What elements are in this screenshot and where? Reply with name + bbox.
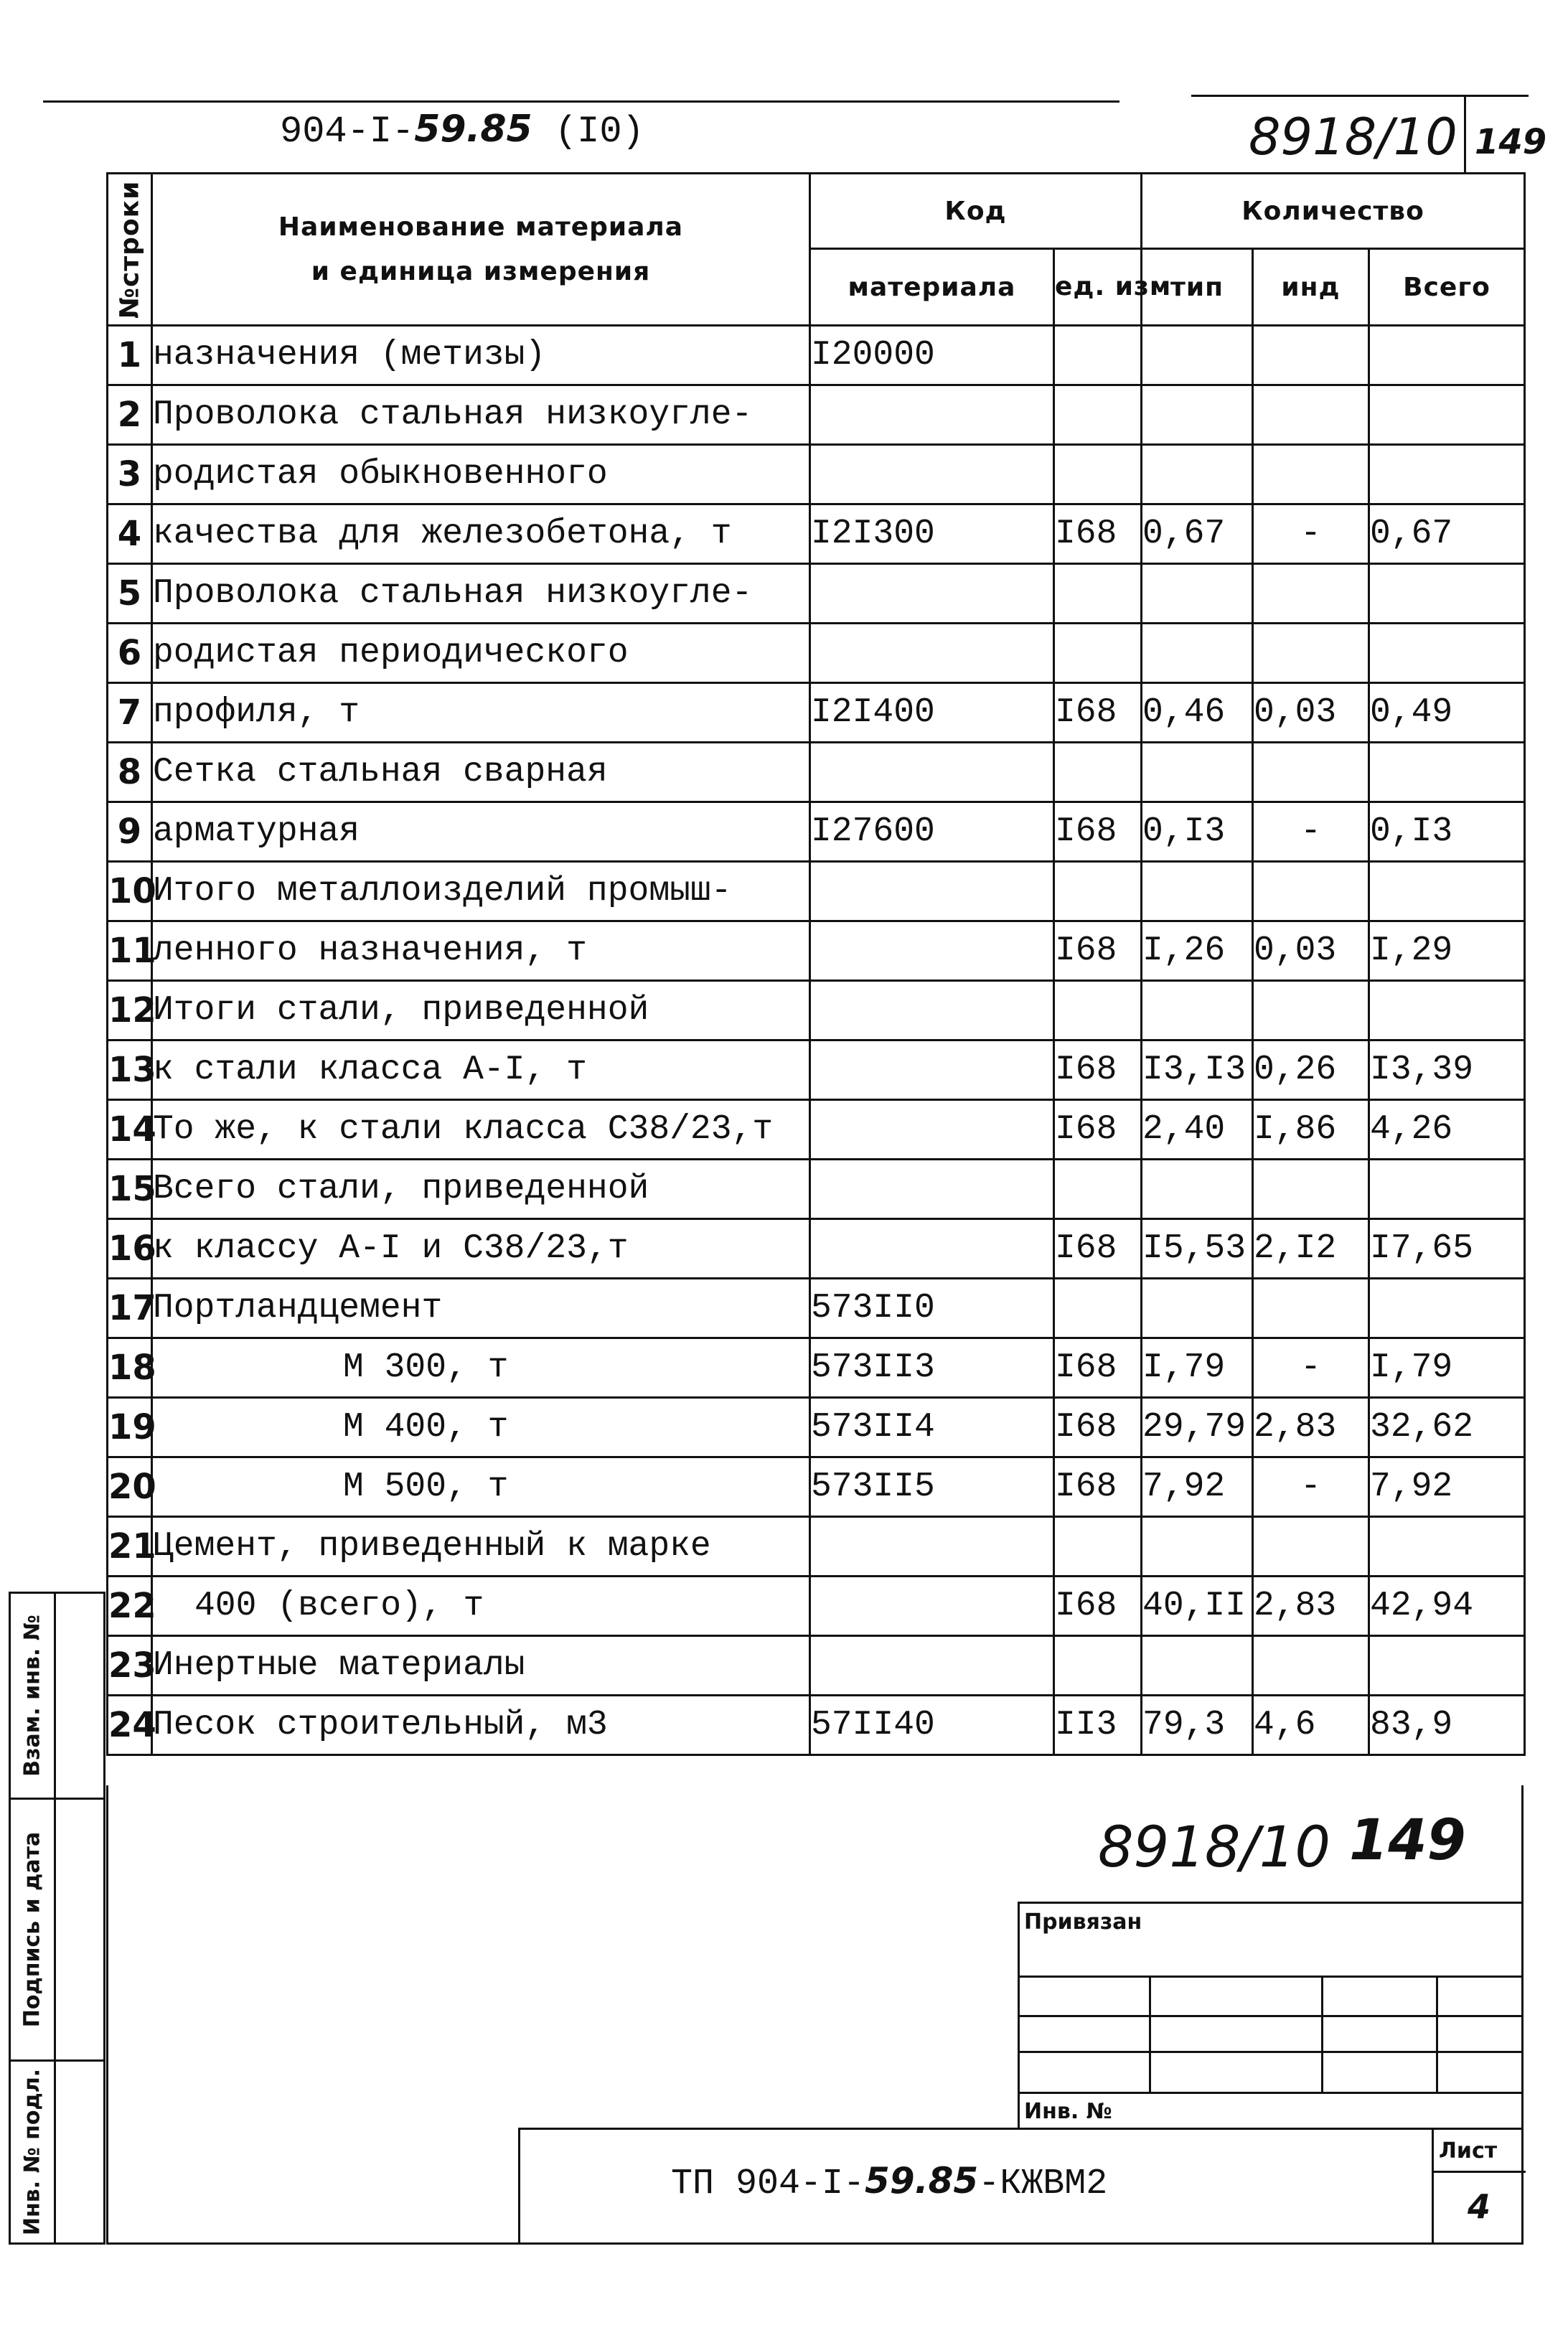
unit-cell <box>1054 1279 1142 1338</box>
table-row <box>108 1160 1525 1219</box>
row-number-cell: 24 <box>108 1696 152 1755</box>
material-code-cell: I20000 <box>810 326 1054 385</box>
binding-block <box>1018 1902 1524 2130</box>
material-name-cell: к стали класса А-I, т <box>152 1040 810 1100</box>
row-number-cell: 21 <box>108 1517 152 1577</box>
material-code-cell: I2I400 <box>810 683 1054 743</box>
material-code-cell <box>810 445 1054 504</box>
typ-cell: 29,79 <box>1142 1398 1253 1457</box>
total-cell <box>1369 743 1525 802</box>
material-name-cell: Проволока стальная низкоугле- <box>152 564 810 624</box>
ind-cell <box>1253 1636 1369 1696</box>
row-number-cell: 15 <box>108 1160 152 1219</box>
binding-hline-3 <box>1020 2051 1521 2053</box>
top-rule-right <box>1191 95 1529 97</box>
series-suffix: (I0) <box>554 111 644 153</box>
sheet-number-top: 149 <box>1475 122 1547 162</box>
table-row <box>108 1577 1525 1636</box>
unit-cell: I68 <box>1054 683 1142 743</box>
unit-cell <box>1054 326 1142 385</box>
table-row <box>108 1457 1525 1517</box>
inventory-number: 8918/10 <box>1249 108 1457 166</box>
total-cell: I,79 <box>1369 1338 1525 1398</box>
ind-cell <box>1253 385 1369 445</box>
doc-prefix: ТП 904-I- <box>671 2164 865 2204</box>
unit-header: ед. изм <box>1054 249 1142 326</box>
binding-vline-3 <box>1436 1976 1438 2092</box>
typ-cell: 79,3 <box>1142 1696 1253 1755</box>
total-cell: I3,39 <box>1369 1040 1525 1100</box>
row-number-cell: 11 <box>108 921 152 981</box>
table-row <box>108 1517 1525 1577</box>
material-name-cell: Всего стали, приведенной <box>152 1160 810 1219</box>
total-cell <box>1369 624 1525 683</box>
row-number-cell: 22 <box>108 1577 152 1636</box>
table-row <box>108 862 1525 921</box>
ind-cell <box>1253 326 1369 385</box>
typ-cell: I3,I3 <box>1142 1040 1253 1100</box>
material-code-cell <box>810 921 1054 981</box>
total-cell <box>1369 1517 1525 1577</box>
ind-cell <box>1253 743 1369 802</box>
ind-cell <box>1253 981 1369 1040</box>
table-row <box>108 1219 1525 1279</box>
quantity-group-header: Количество <box>1142 174 1525 249</box>
material-code-cell: 573II4 <box>810 1398 1054 1457</box>
unit-cell: II3 <box>1054 1696 1142 1755</box>
binding-vline-2 <box>1321 1976 1323 2092</box>
ind-cell: 0,03 <box>1253 921 1369 981</box>
unit-cell: I68 <box>1054 1338 1142 1398</box>
unit-cell <box>1054 1160 1142 1219</box>
podpis-data-label: Подпись и дата <box>19 1831 45 2028</box>
typ-cell <box>1142 1517 1253 1577</box>
margin-vzam-inv <box>9 1592 105 1800</box>
table-row <box>108 802 1525 862</box>
top-rule <box>43 100 1119 103</box>
material-name-header-line2: и единица измерения <box>311 256 651 286</box>
material-code-header: материала <box>810 249 1054 326</box>
series-prefix: 904-I- <box>280 111 415 153</box>
row-number-cell: 18 <box>108 1338 152 1398</box>
sheet-box-left <box>1464 95 1466 172</box>
unit-cell <box>1054 445 1142 504</box>
total-cell <box>1369 862 1525 921</box>
binding-hline-2 <box>1020 2015 1521 2017</box>
table-row <box>108 1040 1525 1100</box>
total-cell: I7,65 <box>1369 1219 1525 1279</box>
row-number-cell: 1 <box>108 326 152 385</box>
vzam-inv-label: Взам. инв. № <box>19 1615 45 1777</box>
material-code-cell <box>810 1517 1054 1577</box>
table-row <box>108 1398 1525 1457</box>
doc-suffix: -КЖВМ2 <box>978 2164 1108 2204</box>
unit-cell: I68 <box>1054 802 1142 862</box>
ind-cell: I,86 <box>1253 1100 1369 1160</box>
total-cell: 0,67 <box>1369 504 1525 564</box>
ind-cell: 0,26 <box>1253 1040 1369 1100</box>
material-code-cell: 57II40 <box>810 1696 1054 1755</box>
total-header: Всего <box>1369 249 1525 326</box>
unit-cell: I68 <box>1054 1398 1142 1457</box>
material-name-cell: ленного назначения, т <box>152 921 810 981</box>
code-group-header: Код <box>810 174 1142 249</box>
table-row <box>108 1696 1525 1755</box>
row-number-cell: 13 <box>108 1040 152 1100</box>
material-name-cell: Портландцемент <box>152 1279 810 1338</box>
material-code-cell: 573II0 <box>810 1279 1054 1338</box>
total-cell <box>1369 385 1525 445</box>
total-cell: 0,I3 <box>1369 802 1525 862</box>
unit-cell: I68 <box>1054 1577 1142 1636</box>
unit-cell: I68 <box>1054 921 1142 981</box>
list-label: Лист <box>1439 2138 1498 2164</box>
binding-vline-1 <box>1149 1976 1151 2092</box>
ind-cell <box>1253 1279 1369 1338</box>
typ-cell: I,26 <box>1142 921 1253 981</box>
material-name-cell: родистая периодического <box>152 624 810 683</box>
table-row <box>108 1338 1525 1398</box>
table-row <box>108 921 1525 981</box>
unit-cell: I68 <box>1054 504 1142 564</box>
margin-podpis <box>9 1798 105 2062</box>
binding-hline-4 <box>1020 2092 1521 2094</box>
material-code-cell <box>810 385 1054 445</box>
total-cell: 42,94 <box>1369 1577 1525 1636</box>
row-number-cell: 5 <box>108 564 152 624</box>
total-cell: 83,9 <box>1369 1696 1525 1755</box>
typ-cell: 0,46 <box>1142 683 1253 743</box>
table-row <box>108 1636 1525 1696</box>
ind-cell: - <box>1253 1457 1369 1517</box>
table-row <box>108 1279 1525 1338</box>
material-code-cell <box>810 743 1054 802</box>
typ-cell <box>1142 981 1253 1040</box>
material-code-cell: 573II3 <box>810 1338 1054 1398</box>
privyazan-label: Привязан <box>1024 1909 1142 1935</box>
row-number-cell: 14 <box>108 1100 152 1160</box>
total-cell: 7,92 <box>1369 1457 1525 1517</box>
material-name-cell: Итоги стали, приведенной <box>152 981 810 1040</box>
total-cell: 4,26 <box>1369 1100 1525 1160</box>
row-number-cell: 7 <box>108 683 152 743</box>
typ-cell <box>1142 624 1253 683</box>
typ-cell: I,79 <box>1142 1338 1253 1398</box>
total-cell <box>1369 1279 1525 1338</box>
inventory-number-bottom: 8918/10 <box>1098 1815 1331 1880</box>
typ-cell: 40,II <box>1142 1577 1253 1636</box>
row-number-cell: 17 <box>108 1279 152 1338</box>
typ-cell: 2,40 <box>1142 1100 1253 1160</box>
material-code-cell <box>810 1636 1054 1696</box>
row-number-cell: 12 <box>108 981 152 1040</box>
material-code-cell <box>810 981 1054 1040</box>
material-code-cell: 573II5 <box>810 1457 1054 1517</box>
material-code-cell <box>810 1100 1054 1160</box>
material-name-cell: Проволока стальная низкоугле- <box>152 385 810 445</box>
unit-cell <box>1054 981 1142 1040</box>
table-row <box>108 445 1525 504</box>
typ-cell <box>1142 1279 1253 1338</box>
material-name-cell: Песок строительный, м3 <box>152 1696 810 1755</box>
table-row <box>108 683 1525 743</box>
unit-cell: I68 <box>1054 1457 1142 1517</box>
material-code-cell: I27600 <box>810 802 1054 862</box>
row-number-cell: 6 <box>108 624 152 683</box>
table-row <box>108 981 1525 1040</box>
typ-cell: I5,53 <box>1142 1219 1253 1279</box>
sheet-number: 4 <box>1468 2187 1491 2226</box>
sheet-box-hline <box>1432 2171 1526 2173</box>
material-name-cell: М 300, т <box>152 1338 810 1398</box>
row-number-cell: 20 <box>108 1457 152 1517</box>
typ-cell: 7,92 <box>1142 1457 1253 1517</box>
row-number-cell: 4 <box>108 504 152 564</box>
typ-cell: 0,67 <box>1142 504 1253 564</box>
row-number-cell: 8 <box>108 743 152 802</box>
sheet-number-bottom: 149 <box>1349 1808 1466 1873</box>
total-cell: I,29 <box>1369 921 1525 981</box>
material-name-cell: 400 (всего), т <box>152 1577 810 1636</box>
document-code <box>671 2160 1107 2204</box>
material-name-header-line1: Наименование материала <box>278 212 684 242</box>
ind-cell <box>1253 445 1369 504</box>
typ-header: тип <box>1142 249 1253 326</box>
material-name-cell: профиля, т <box>152 683 810 743</box>
materials-table <box>106 172 1526 1756</box>
ind-cell: 0,03 <box>1253 683 1369 743</box>
material-code-cell: I2I300 <box>810 504 1054 564</box>
total-cell: 32,62 <box>1369 1398 1525 1457</box>
material-name-cell: М 400, т <box>152 1398 810 1457</box>
table-row <box>108 1100 1525 1160</box>
table-row <box>108 743 1525 802</box>
row-number-header: №строки <box>108 174 152 326</box>
margin-inv-podl <box>9 2059 105 2245</box>
row-number-cell: 10 <box>108 862 152 921</box>
ind-cell <box>1253 564 1369 624</box>
material-name-header <box>152 174 810 326</box>
row-number-cell: 9 <box>108 802 152 862</box>
typ-cell <box>1142 1160 1253 1219</box>
ind-cell: - <box>1253 1338 1369 1398</box>
document-series <box>280 108 644 153</box>
unit-cell <box>1054 743 1142 802</box>
ind-cell: 4,6 <box>1253 1696 1369 1755</box>
material-name-cell: арматурная <box>152 802 810 862</box>
ind-cell: - <box>1253 504 1369 564</box>
row-number-cell: 16 <box>108 1219 152 1279</box>
typ-cell <box>1142 564 1253 624</box>
table-row <box>108 504 1525 564</box>
material-name-cell: То же, к стали класса С38/23,т <box>152 1100 810 1160</box>
typ-cell <box>1142 385 1253 445</box>
material-code-cell <box>810 862 1054 921</box>
material-name-cell: Инертные материалы <box>152 1636 810 1696</box>
material-name-cell: качества для железобетона, т <box>152 504 810 564</box>
total-cell <box>1369 981 1525 1040</box>
typ-cell <box>1142 326 1253 385</box>
total-cell <box>1369 445 1525 504</box>
material-name-cell: родистая обыкновенного <box>152 445 810 504</box>
ind-cell <box>1253 624 1369 683</box>
table-row <box>108 326 1525 385</box>
material-name-cell: Сетка стальная сварная <box>152 743 810 802</box>
total-cell <box>1369 1160 1525 1219</box>
row-number-cell: 2 <box>108 385 152 445</box>
typ-cell: 0,I3 <box>1142 802 1253 862</box>
row-number-cell: 3 <box>108 445 152 504</box>
material-code-cell <box>810 624 1054 683</box>
unit-cell <box>1054 1517 1142 1577</box>
binding-hline-1 <box>1020 1976 1521 1978</box>
series-handwritten: 59.85 <box>414 108 532 151</box>
typ-cell <box>1142 862 1253 921</box>
ind-cell <box>1253 1517 1369 1577</box>
unit-cell <box>1054 1636 1142 1696</box>
material-name-cell: назначения (метизы) <box>152 326 810 385</box>
doc-handwritten: 59.85 <box>865 2160 979 2202</box>
total-cell <box>1369 1636 1525 1696</box>
unit-cell: I68 <box>1054 1100 1142 1160</box>
material-code-cell <box>810 1577 1054 1636</box>
table-row <box>108 564 1525 624</box>
unit-cell <box>1054 624 1142 683</box>
row-number-cell: 19 <box>108 1398 152 1457</box>
material-code-cell <box>810 1219 1054 1279</box>
table-row <box>108 385 1525 445</box>
ind-header: инд <box>1253 249 1369 326</box>
total-cell: 0,49 <box>1369 683 1525 743</box>
material-name-cell: Итого металлоизделий промыш- <box>152 862 810 921</box>
ind-cell: 2,83 <box>1253 1398 1369 1457</box>
unit-cell <box>1054 862 1142 921</box>
ind-cell: 2,83 <box>1253 1577 1369 1636</box>
ind-cell <box>1253 862 1369 921</box>
typ-cell <box>1142 743 1253 802</box>
unit-cell <box>1054 385 1142 445</box>
material-code-cell <box>810 1040 1054 1100</box>
table-row <box>108 624 1525 683</box>
material-name-cell: Цемент, приведенный к марке <box>152 1517 810 1577</box>
typ-cell <box>1142 1636 1253 1696</box>
unit-cell: I68 <box>1054 1040 1142 1100</box>
ind-cell: 2,I2 <box>1253 1219 1369 1279</box>
material-name-cell: М 500, т <box>152 1457 810 1517</box>
total-cell <box>1369 326 1525 385</box>
material-code-cell <box>810 564 1054 624</box>
ind-cell <box>1253 1160 1369 1219</box>
material-name-cell: к классу А-I и С38/23,т <box>152 1219 810 1279</box>
inv-podl-label: Инв. № подл. <box>19 2068 45 2236</box>
unit-cell: I68 <box>1054 1219 1142 1279</box>
row-number-cell: 23 <box>108 1636 152 1696</box>
ind-cell: - <box>1253 802 1369 862</box>
material-code-cell <box>810 1160 1054 1219</box>
inv-no-label: Инв. № <box>1024 2099 1112 2124</box>
typ-cell <box>1142 445 1253 504</box>
total-cell <box>1369 564 1525 624</box>
unit-cell <box>1054 564 1142 624</box>
sheet-box-divider <box>1432 2130 1434 2245</box>
